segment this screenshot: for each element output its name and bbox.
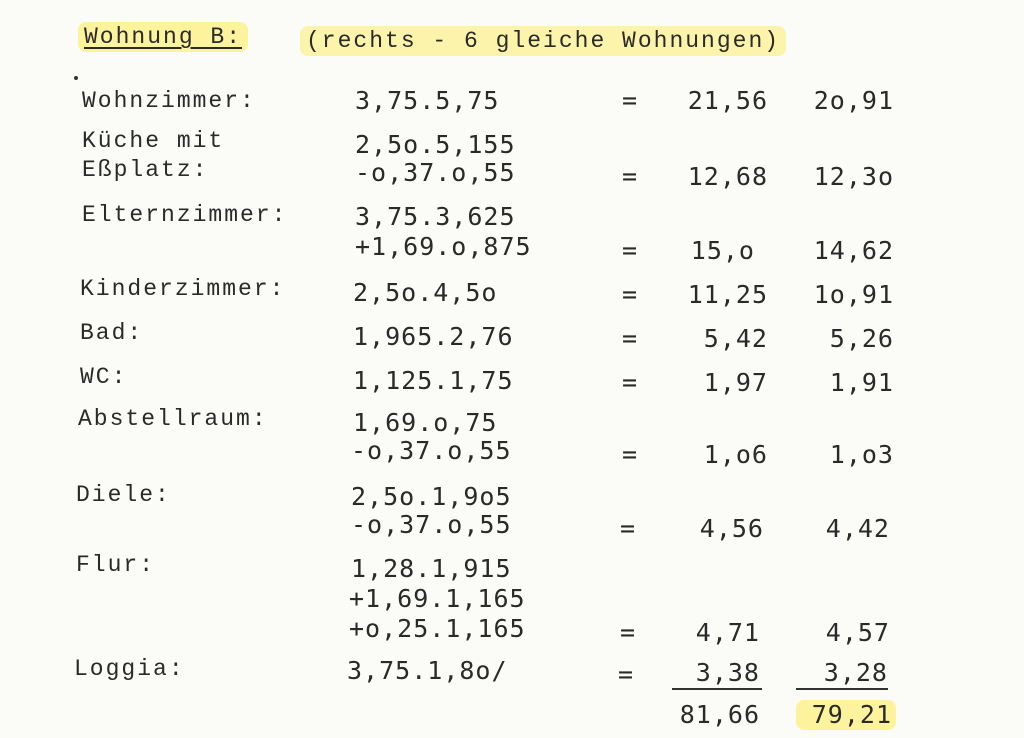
room-calc: 1,125.1,75: [353, 366, 514, 395]
room-calc: 1,69.o,75: [353, 408, 498, 437]
room-area-1: 21,56: [687, 86, 768, 115]
room-label: Kinderzimmer:: [80, 276, 286, 302]
room-area-2: 1o,91: [813, 280, 894, 309]
equals-sign: =: [622, 324, 639, 353]
room-calc: +1,69.o,875: [355, 232, 532, 261]
sum-rule-1: [672, 688, 762, 690]
room-area-2: 1,o3: [829, 440, 894, 469]
room-area-2: 12,3o: [813, 162, 894, 191]
room-label: Abstellraum:: [78, 406, 268, 432]
room-label: Bad:: [80, 320, 144, 346]
equals-sign: =: [622, 86, 639, 115]
room-calc: -o,37.o,55: [355, 158, 516, 187]
total-area-2: 79,21: [796, 700, 896, 730]
equals-sign: =: [622, 368, 639, 397]
room-calc: +o,25.1,165: [349, 614, 526, 643]
room-label: Loggia:: [74, 656, 185, 682]
ink-dot: [74, 76, 78, 80]
equals-sign: =: [622, 236, 639, 265]
room-area-1: 5,42: [703, 324, 768, 353]
room-label: Wohnzimmer:: [82, 88, 256, 114]
room-area-1: 1,o6: [703, 440, 768, 469]
room-area-1: 4,56: [699, 514, 764, 543]
room-calc: 3,75.1,8o/: [347, 656, 508, 685]
room-label: Eßplatz:: [82, 157, 209, 183]
room-calc: 3,75.5,75: [355, 86, 500, 115]
equals-sign: =: [618, 660, 635, 689]
equals-sign: =: [620, 618, 637, 647]
room-area-1: 15,o: [690, 236, 755, 265]
equals-sign: =: [622, 280, 639, 309]
room-calc: 2,5o.4,5o: [353, 278, 498, 307]
room-area-2: 3,28: [823, 658, 888, 687]
room-calc: -o,37.o,55: [351, 436, 512, 465]
room-calc: -o,37.o,55: [351, 510, 512, 539]
apartment-subtitle: (rechts - 6 gleiche Wohnungen): [300, 26, 786, 56]
room-calc: 3,75.3,625: [355, 202, 516, 231]
room-area-2: 1,91: [829, 368, 894, 397]
room-label: Flur:: [76, 552, 156, 578]
room-area-2: 14,62: [813, 236, 894, 265]
total-area-1: 81,66: [679, 700, 760, 729]
room-area-1: 1,97: [703, 368, 768, 397]
equals-sign: =: [622, 440, 639, 469]
room-area-1: 11,25: [687, 280, 768, 309]
equals-sign: =: [620, 514, 637, 543]
room-area-2: 2o,91: [813, 86, 894, 115]
room-area-2: 4,42: [825, 514, 890, 543]
room-area-1: 4,71: [695, 618, 760, 647]
sum-rule-2: [796, 688, 888, 690]
room-label: Küche mit: [82, 128, 225, 154]
room-area-1: 12,68: [687, 162, 768, 191]
room-calc: +1,69.1,165: [349, 584, 526, 613]
room-label: Diele:: [76, 482, 171, 508]
room-label: Elternzimmer:: [82, 202, 288, 228]
room-calc: 2,5o.5,155: [355, 130, 516, 159]
apartment-title: Wohnung B:: [78, 22, 248, 52]
room-calc: 1,965.2,76: [353, 322, 514, 351]
room-calc: 1,28.1,915: [351, 554, 512, 583]
room-calc: 2,5o.1,9o5: [351, 482, 512, 511]
room-area-2: 4,57: [825, 618, 890, 647]
room-area-1: 3,38: [695, 658, 760, 687]
room-area-2: 5,26: [829, 324, 894, 353]
room-label: WC:: [80, 364, 128, 390]
equals-sign: =: [622, 162, 639, 191]
